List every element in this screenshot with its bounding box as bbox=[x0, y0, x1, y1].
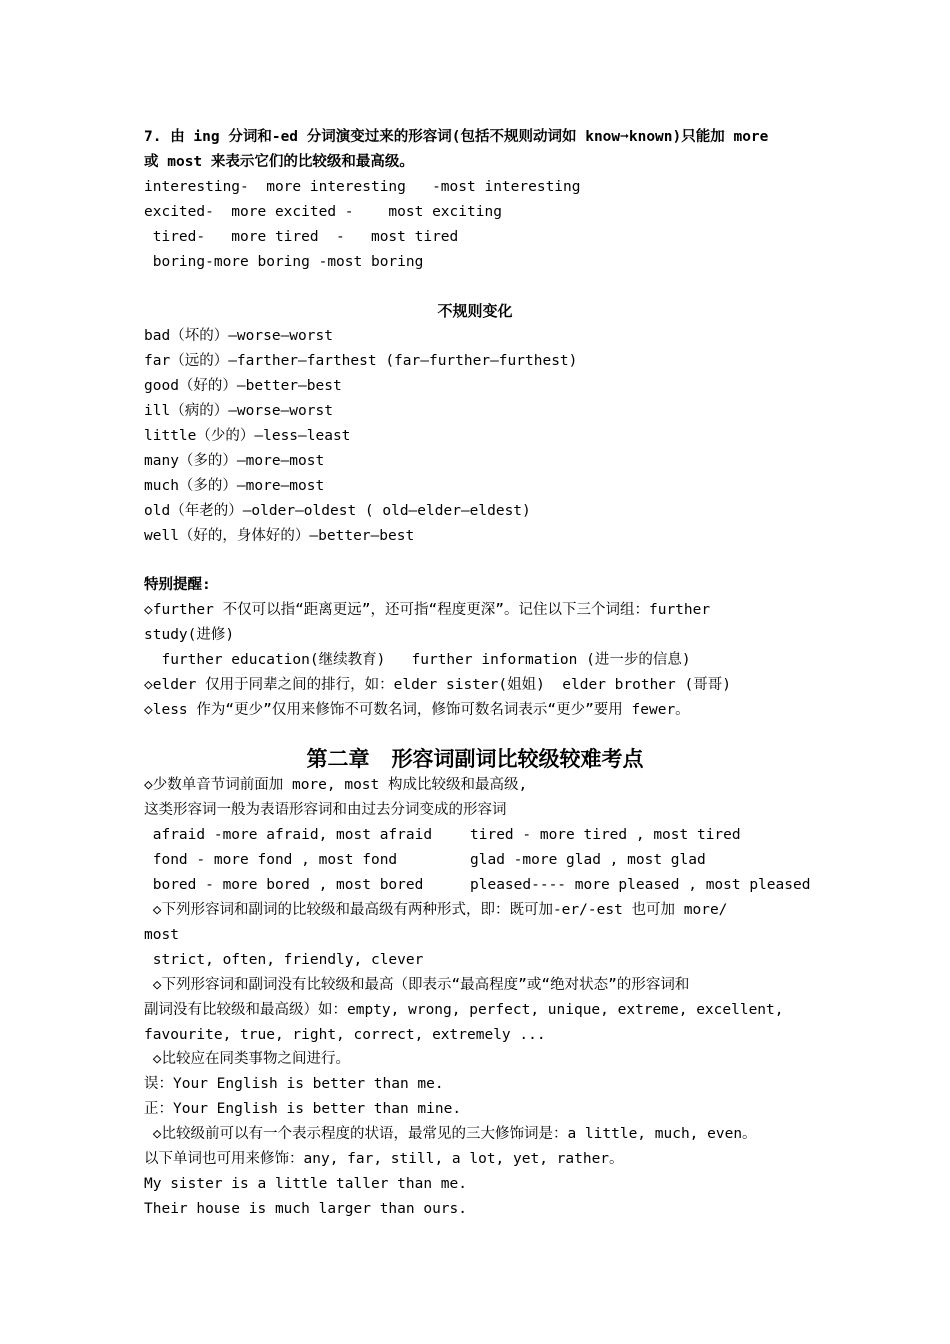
chapter-intro-line2: 这类形容词一般为表语形容词和由过去分词变成的形容词 bbox=[144, 802, 507, 818]
chapter-line: most bbox=[144, 927, 179, 943]
chapter-line: 正：Your English is better than mine. bbox=[144, 1101, 462, 1117]
irregular-item: far（远的）—farther—farthest (far—further—furthest) bbox=[144, 353, 578, 369]
reminder-line: ◇further 不仅可以指“距离更远”，还可指“程度更深”。记住以下三个词组：further bbox=[144, 602, 711, 618]
chapter-line: ◇下列形容词和副词的比较级和最高级有两种形式，即：既可加-er/-est 也可加 more/ bbox=[144, 902, 728, 918]
irregular-title: 不规则变化 bbox=[437, 302, 513, 320]
example-line: interesting- more interesting -most interesting bbox=[144, 179, 581, 195]
section7-heading-line2: 或 most 来表示它们的比较级和最高级。 bbox=[144, 154, 414, 170]
irregular-item: many（多的）—more—most bbox=[144, 453, 325, 469]
chapter-line: 副词没有比较级和最高级）如：empty, wrong, perfect, unique, extreme, excellent, bbox=[144, 1002, 784, 1018]
pair-left: afraid -more afraid, most afraid bbox=[144, 827, 433, 843]
reminder-title: 特别提醒: bbox=[144, 577, 211, 593]
pair-left: bored - more bored , most bored bbox=[144, 877, 424, 893]
example-line: excited- more excited - most exciting bbox=[144, 204, 502, 220]
chapter-line: 误：Your English is better than me. bbox=[144, 1076, 444, 1092]
reminder-line: study(进修) bbox=[144, 627, 235, 643]
irregular-item: bad（坏的）—worse—worst bbox=[144, 328, 333, 344]
irregular-item: old（年老的）—older—oldest ( old—elder—eldest) bbox=[144, 503, 531, 519]
pair-right: tired - more tired , most tired bbox=[470, 827, 741, 843]
section7-heading-line1: 7. 由 ing 分词和-ed 分词演变过来的形容词(包括不规则动词如 know➞known)只能加 more bbox=[144, 129, 769, 145]
reminder-line: further education(继续教育) further information (进一步的信息) bbox=[144, 652, 691, 668]
chapter-line: strict, often, friendly, clever bbox=[144, 952, 424, 968]
chapter-title: 第二章 形容词副词比较级较难考点 bbox=[306, 747, 644, 771]
chapter-line: Their house is much larger than ours. bbox=[144, 1201, 468, 1217]
irregular-item: well（好的，身体好的）—better—best bbox=[144, 528, 415, 544]
pair-right: pleased---- more pleased , most pleased bbox=[470, 877, 811, 893]
example-line: boring-more boring -most boring bbox=[144, 254, 424, 270]
pair-left: fond - more fond , most fond bbox=[144, 852, 398, 868]
chapter-line: ◇下列形容词和副词没有比较级和最高（即表示“最高程度”或“绝对状态”的形容词和 bbox=[144, 977, 690, 993]
chapter-line: 以下单词也可用来修饰：any, far, still, a lot, yet, rather。 bbox=[144, 1151, 624, 1167]
irregular-item: good（好的）—better—best bbox=[144, 378, 342, 394]
example-line: tired- more tired - most tired bbox=[144, 229, 459, 245]
chapter-intro-line1: ◇少数单音节词前面加 more, most 构成比较级和最高级, bbox=[144, 777, 528, 793]
irregular-item: ill（病的）—worse—worst bbox=[144, 403, 333, 419]
chapter-line: ◇比较级前可以有一个表示程度的状语，最常见的三大修饰词是：a little, much, even。 bbox=[144, 1126, 757, 1142]
pair-right: glad -more glad , most glad bbox=[470, 852, 706, 868]
irregular-item: much（多的）—more—most bbox=[144, 478, 325, 494]
chapter-line: ◇比较应在同类事物之间进行。 bbox=[144, 1051, 350, 1067]
chapter-line: My sister is a little taller than me. bbox=[144, 1176, 468, 1192]
reminder-line: ◇less 作为“更少”仅用来修饰不可数名词，修饰可数名词表示“更少”要用 fewer。 bbox=[144, 702, 690, 718]
irregular-item: little（少的）—less—least bbox=[144, 428, 351, 444]
reminder-line: ◇elder 仅用于同辈之间的排行，如：elder sister(姐姐) elder brother (哥哥) bbox=[144, 677, 731, 693]
chapter-line: favourite, true, right, correct, extremely ... bbox=[144, 1027, 546, 1043]
